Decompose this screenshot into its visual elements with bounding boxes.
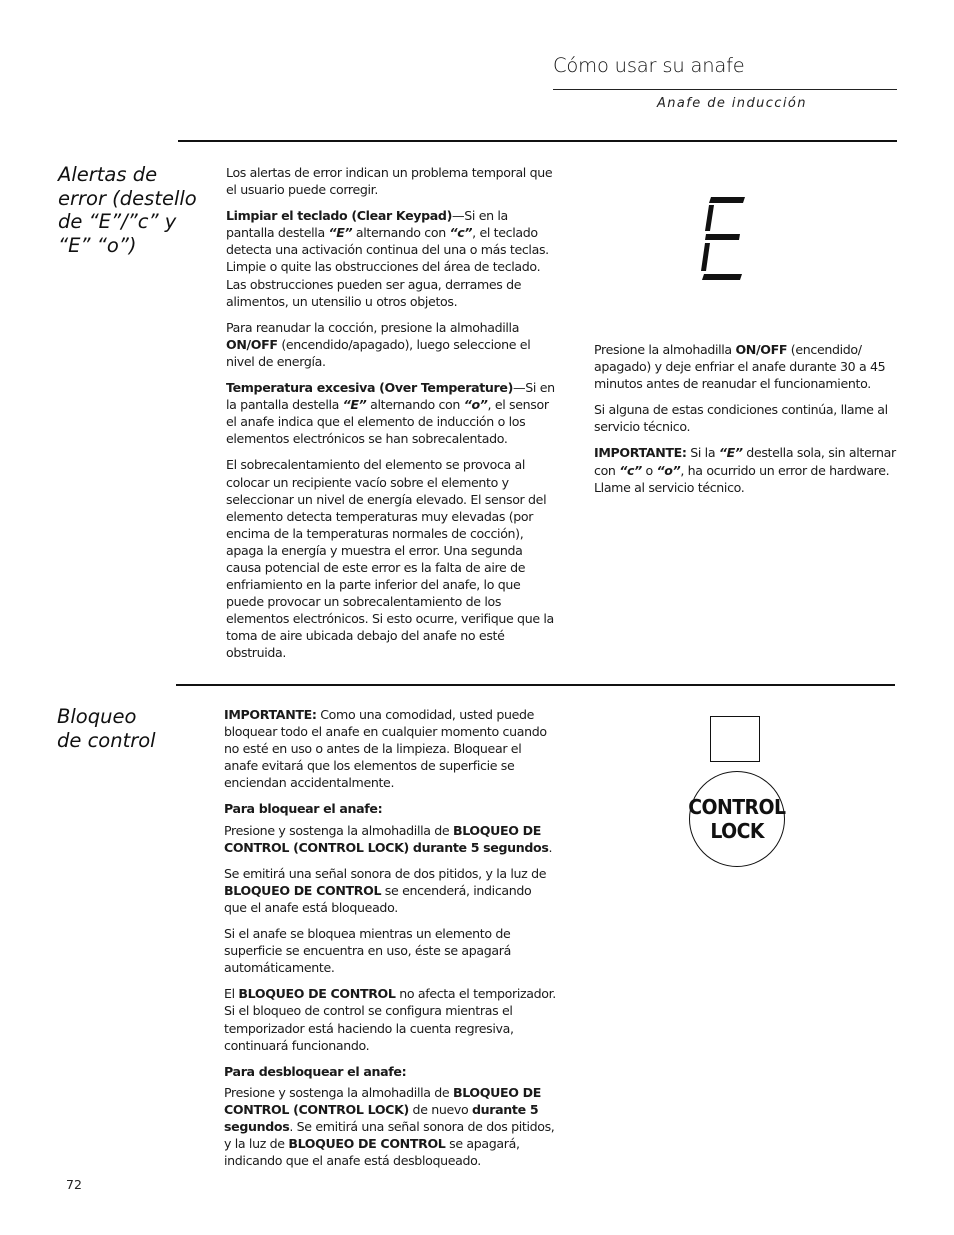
clear-keypad-paragraph (226, 207, 556, 310)
control-lock-button-label: LOCK (710, 819, 764, 843)
unlock-subheading (224, 1063, 556, 1080)
heading-line: “E” “o”) (58, 233, 137, 257)
bold-run: BLOQUEO DE CONTROL (224, 882, 382, 898)
bold-run: durante 5 segundos (224, 1101, 539, 1134)
page-number: 72 (66, 1177, 82, 1192)
lock-timer-paragraph (224, 985, 556, 1053)
heading-line: Bloqueo (57, 705, 137, 728)
section-heading-error-alerts (58, 163, 208, 257)
lock-indicator-light (710, 716, 760, 762)
text-run: (encendido/ apagado) y deje enfriar el anafe durante 30 a 45 minutos antes de reanudar el funcionamiento. (594, 342, 886, 392)
clear-keypad-title: Limpiar el teclado (Clear Keypad) (226, 208, 452, 224)
error-code-c: “c” (449, 225, 473, 241)
lock-important-paragraph (224, 706, 556, 791)
unlock-subheading-text: Para desbloquear el anafe: (224, 1063, 407, 1079)
lock-beep-paragraph (224, 865, 556, 916)
over-temperature-paragraph (226, 379, 556, 447)
lock-in-use-paragraph: Si el anafe se bloquea mientras un elemento de superficie se encuentra en uso, éste se apagará automáticamente. (224, 926, 511, 976)
section-heading-control-lock (57, 705, 207, 752)
text-run: (encendido/apagado), luego seleccione el nivel de energía. (226, 336, 531, 369)
text-run: se apagará, indicando que el anafe está desbloqueado. (224, 1136, 520, 1169)
heading-line: de “E”/”c” y (58, 210, 177, 233)
bold-run: BLOQUEO DE CONTROL (238, 986, 396, 1002)
control-lock-button-label: CONTROL (688, 795, 786, 819)
resume-cooking-paragraph (226, 319, 556, 370)
lock-subheading (224, 800, 556, 817)
text-run: —Si en la pantalla destella (226, 208, 508, 241)
text-run: de nuevo (408, 1101, 473, 1117)
error-intro-paragraph: Los alertas de error indican un problema temporal que el usuario puede corregir. (226, 165, 553, 198)
text-run: . (548, 839, 553, 855)
error-code-o: “o” (656, 462, 681, 478)
text-run: Presione y sostenga la almohadilla de (224, 822, 453, 838)
text-run: se encenderá, indicando que el anafe está bloqueado. (224, 882, 532, 915)
error-code-e: “E” (328, 225, 353, 241)
header-rule (553, 89, 897, 90)
overheat-paragraph: El sobrecalentamiento del elemento se provoca al colocar un recipiente vacío sobre el elemento y seleccionar un nivel de energía elevado. El sensor del elemento detecta temperaturas muy elevadas (por encima de la temperaturas normales de cocción), apaga la energía y muestra el error. Una segunda causa potencial de este error es la falta de aire de enfriamiento en la parte inferior del anafe, lo que puede provocar un sobrecalentamiento de los elementos electrónicos. Si esto ocurre, verifique que la toma de aire ubicada debajo del anafe no esté obstruida. (226, 457, 554, 661)
bold-run: BLOQUEO DE CONTROL (CONTROL LOCK) durante 5 segundos (224, 822, 549, 855)
bold-run: BLOQUEO DE CONTROL (288, 1136, 446, 1152)
lock-subheading-text: Para bloquear el anafe: (224, 801, 383, 817)
text-run: alternando con (366, 397, 464, 413)
control-lock-body (224, 706, 556, 1178)
text-run: El (224, 986, 239, 1002)
text-run: Si la (686, 445, 719, 461)
error-code-c: “c” (619, 462, 642, 478)
lock-step-paragraph (224, 822, 556, 856)
section-divider-lock (176, 684, 895, 686)
text-run: destella sola, sin alternar con (594, 445, 896, 478)
text-run: . Se emitirá una señal sonora de dos pitidos, y la luz de (224, 1118, 555, 1152)
hardware-error-paragraph (594, 444, 899, 495)
onoff-label: ON/OFF (226, 336, 278, 352)
heading-line: de control (57, 728, 156, 752)
page-title: Cómo usar su anafe (553, 54, 745, 77)
text-run: Para reanudar la cocción, presione la almohadilla (226, 319, 520, 335)
bold-run: BLOQUEO DE CONTROL (CONTROL LOCK) (224, 1084, 542, 1117)
unlock-step-paragraph (224, 1084, 556, 1169)
text-run: Se emitirá una señal sonora de dos pitidos, y la luz de (224, 865, 547, 881)
error-code-e: “E” (342, 397, 367, 413)
page-subtitle: Anafe de inducción (657, 96, 807, 111)
text-run: , ha ocurrido un error de hardware. Llame al servicio técnico. (594, 462, 890, 495)
call-service-paragraph: Si alguna de estas condiciones continúa, llame al servicio técnico. (594, 402, 888, 435)
text-run: , el sensor el anafe indica que el elemento de inducción o los elementos electrónicos se han sobrecalentado. (226, 397, 549, 447)
error-code-e: “E” (718, 445, 743, 461)
seven-segment-e-icon (700, 195, 748, 283)
text-run: Como una comodidad, usted puede bloquear todo el anafe en cualquier momento cuando no esté en uso o antes de la limpieza. Bloquear el anafe evitará que los elementos de superficie se enciendan accidentalmente. (224, 707, 547, 791)
heading-line: error (destello (58, 186, 197, 210)
text-run: o (641, 462, 657, 478)
section-divider-error (178, 140, 897, 142)
error-alerts-side-notes (594, 341, 899, 505)
over-temperature-title: Temperatura excesiva (Over Temperature) (226, 380, 513, 396)
error-alerts-body (226, 164, 556, 671)
onoff-label: ON/OFF (735, 342, 788, 357)
text-run: Presione la almohadilla (594, 342, 736, 357)
text-run: Presione y sostenga la almohadilla de (224, 1084, 453, 1100)
control-lock-button-illustration (689, 771, 785, 867)
important-label: IMPORTANTE: (594, 445, 687, 461)
cool-down-paragraph (594, 341, 899, 392)
text-run: alternando con (352, 225, 450, 241)
heading-line: Alertas de (58, 163, 158, 186)
important-label: IMPORTANTE: (224, 707, 317, 722)
text-run: no afecta el temporizador. Si el bloqueo de control se configura mientras el temporizador está haciendo la cuenta regresiva, continuará funcionando. (224, 986, 556, 1053)
text-run: —Si en la pantalla destella (226, 380, 555, 413)
error-code-o: “o” (463, 397, 488, 413)
text-run: , el teclado detecta una activación continua del una o más teclas. Limpie o quite las obstrucciones del área de teclado. Las obstrucciones pueden ser agua, derrames de alimentos, un utensilio u otros objetos. (226, 225, 549, 309)
